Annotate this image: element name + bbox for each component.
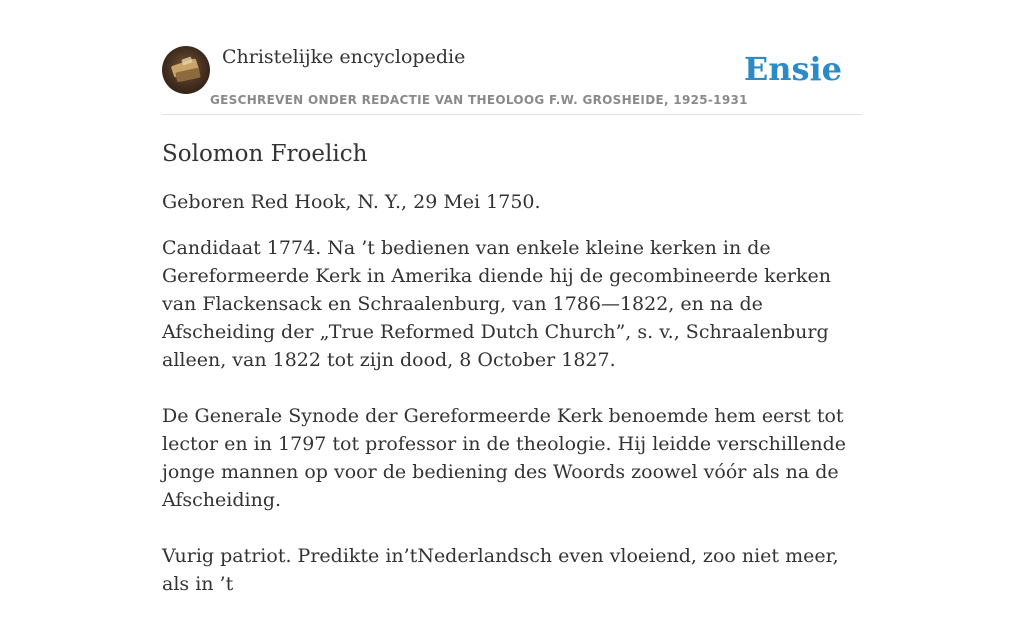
brand-logo[interactable]: Ensie: [743, 50, 842, 88]
article-title: Solomon Froelich: [162, 141, 368, 167]
article-content: [162, 138, 867, 626]
article-paragraph: Geboren Red Hook, N. Y., 29 Mei 1750.: [162, 191, 541, 213]
article-paragraph: De Generale Synode der Gereformeerde Kerk benoemde hem eerst tot lector en in 1797 tot professor in de theologie. Hij leidde verschillende jonge mannen op voor de bediening des Woords zoowel vóór als na de Afscheiding.: [162, 405, 847, 511]
site-header: [162, 46, 862, 116]
article-paragraph: Candidaat 1774. Na ’t bedienen van enkele kleine kerken in de Gereformeerde Kerk in Amerika diende hij de gecombineerde kerken van Flackensack en Schraalenburg, van 1786—1822, en na de Afscheiding der „True Reformed Dutch Church”, s. v., Schraalenburg alleen, van 1822 tot zijn dood, 8 October 1827.: [162, 237, 831, 371]
article-paragraph: Vurig patriot. Predikte in’tNederlandsch even vloeiend, zoo niet meer, als in ’t: [162, 545, 839, 595]
site-subtitle: GESCHREVEN ONDER REDACTIE VAN THEOLOOG F.W. GROSHEIDE, 1925-1931: [210, 93, 748, 107]
header-divider: [162, 114, 862, 115]
site-title[interactable]: Christelijke encyclopedie: [222, 46, 466, 68]
avatar[interactable]: [162, 46, 210, 94]
